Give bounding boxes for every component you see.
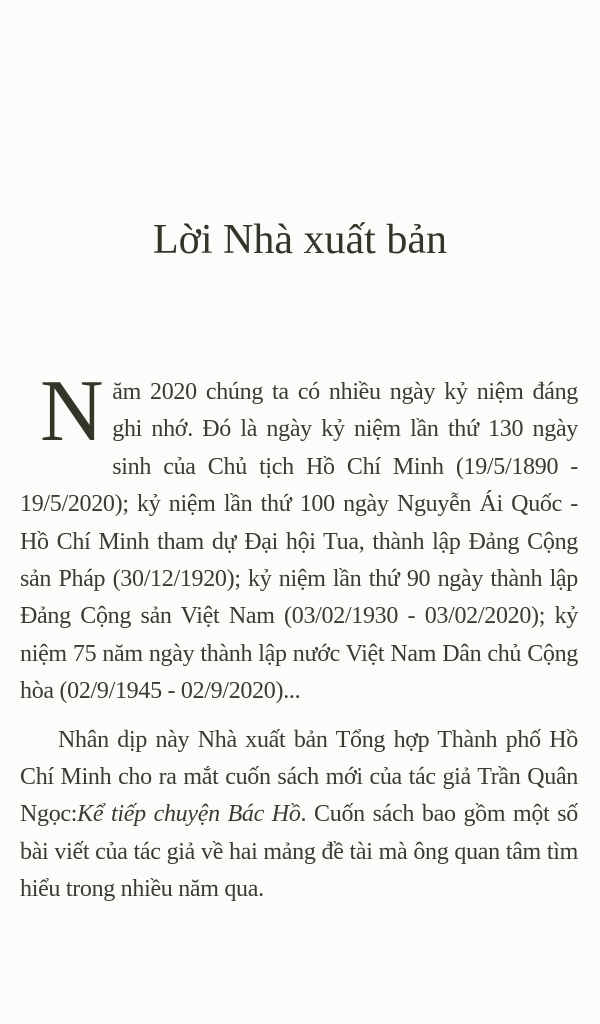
drop-cap-letter: N xyxy=(40,363,104,460)
paragraph-book-intro xyxy=(20,722,578,909)
body-text-block xyxy=(20,363,578,920)
paragraph-anniversaries xyxy=(20,363,578,711)
page-title: Lời Nhà xuất bản xyxy=(153,217,447,263)
paragraph-text: . Cuốn sách bao gồm một số bài viết của tác giả về hai mảng đề tài mà ông quan tâm tìm hiểu trong nhiều năm qua. xyxy=(20,801,578,903)
paragraph-text: Nhân dịp này Nhà xuất bản Tổng hợp Thành phố Hồ Chí Minh cho ra mắt cuốn sách mới của tác giả Trần Quân Ngọc: xyxy=(20,726,578,828)
book-title: Kể tiếp chuyện Bác Hồ xyxy=(77,801,301,828)
paragraph-text: ăm 2020 chúng ta có nhiều ngày kỷ niệm đáng ghi nhớ. Đó là ngày kỷ niệm lần thứ 130 ngày sinh của Chủ tịch Hồ Chí Minh (19/5/1890 - 19/5/2020); kỷ niệm lần thứ 100 ngày Nguyễn Ái Quốc - Hồ Chí Minh tham dự Đại hội Tua, thành lập Đảng Cộng sản Pháp (30/12/1920); kỷ niệm lần thứ 90 ngày thành lập Đảng Cộng sản Việt Nam (03/02/1930 - 03/02/2020); kỷ niệm 75 năm ngày thành lập nước Việt Nam Dân chủ Cộng hòa (02/9/1945 - 02/9/2020)... xyxy=(20,379,578,705)
